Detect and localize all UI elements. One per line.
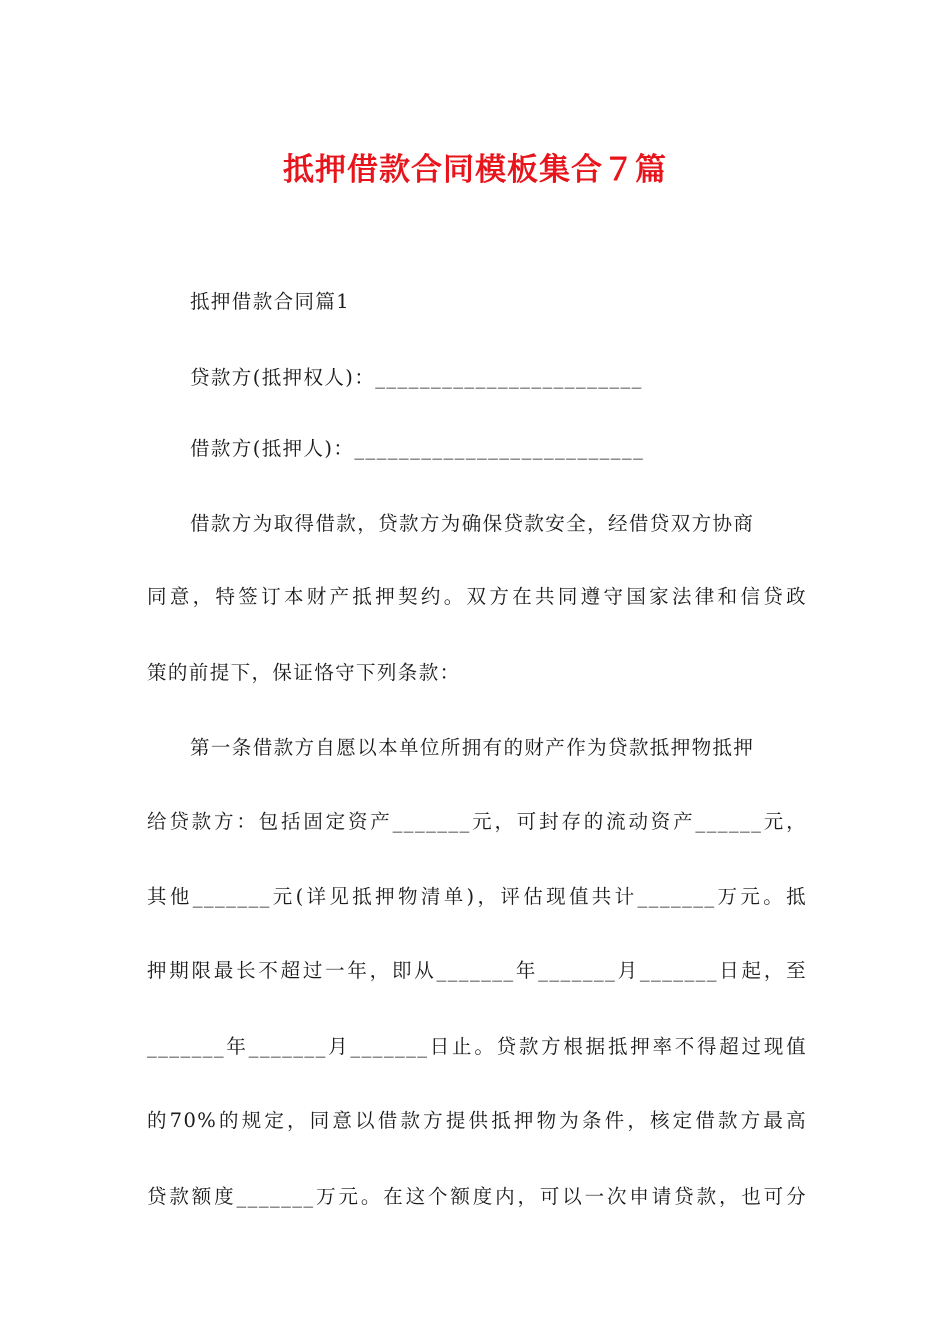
document-title: 抵押借款合同模板集合７篇	[283, 152, 667, 188]
paragraph-line: _______年_______月_______日止。贷款方根据抵押率不得超过现值	[147, 1035, 807, 1058]
paragraph-line: 其他_______元(详见抵押物清单)，评估现值共计_______万元。抵	[147, 885, 807, 908]
lender-field-line: 贷款方(抵押权人)：________________________	[190, 366, 643, 389]
paragraph-line: 押期限最长不超过一年，即从_______年_______月_______日起，至	[147, 959, 807, 982]
section-heading: 抵押借款合同篇1	[190, 290, 351, 313]
paragraph-line: 第一条借款方自愿以本单位所拥有的财产作为贷款抵押物抵押	[190, 736, 755, 759]
paragraph-line: 同意，特签订本财产抵押契约。双方在共同遵守国家法律和信贷政	[147, 585, 807, 608]
paragraph-line: 给贷款方：包括固定资产_______元，可封存的流动资产______元，	[147, 810, 807, 833]
paragraph-line: 贷款额度_______万元。在这个额度内，可以一次申请贷款，也可分	[147, 1185, 807, 1208]
borrower-field-line: 借款方(抵押人)：__________________________	[190, 437, 645, 460]
paragraph-line: 借款方为取得借款，贷款方为确保贷款安全，经借贷双方协商	[190, 512, 755, 535]
paragraph-line: 的70%的规定，同意以借款方提供抵押物为条件，核定借款方最高	[147, 1109, 807, 1132]
paragraph-line: 策的前提下，保证恪守下列条款：	[147, 661, 461, 684]
